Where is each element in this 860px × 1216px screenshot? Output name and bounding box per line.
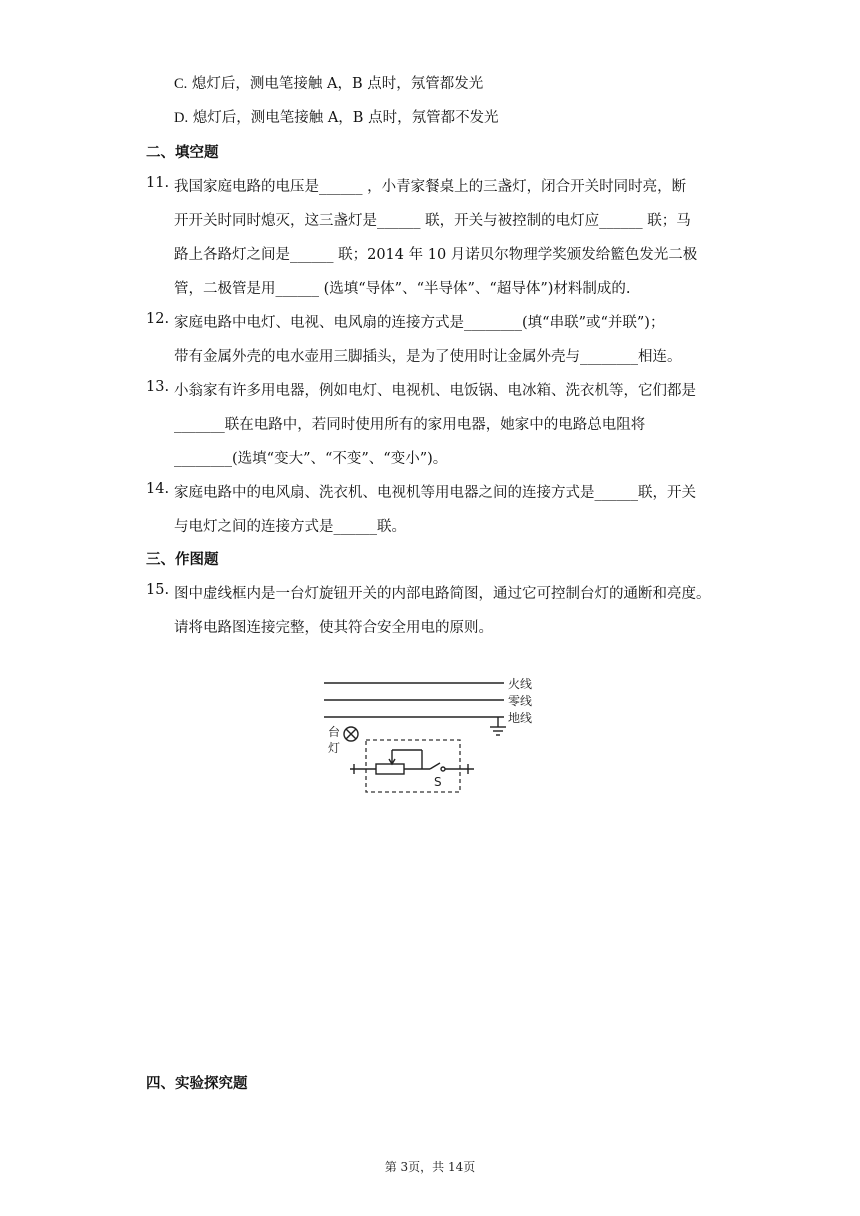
rheostat-slider	[389, 750, 422, 769]
question-11-line-1: 我国家庭电路的电压是______ ，小青家餐桌上的三盏灯，闭合开关时同时亮，断	[174, 179, 687, 195]
switch-dashed-box	[366, 740, 460, 792]
option-d-letter: D.	[174, 110, 189, 126]
option-c-letter: C.	[174, 76, 188, 92]
question-11-line-3: 路上各路灯之间是______ 联；2014 年 10 月诺贝尔物理学奖颁发给籃色发光二极	[174, 247, 698, 263]
question-number-12: 12.	[146, 311, 170, 327]
question-15-line-2: 请将电路图连接完整，使其符合安全用电的原则。	[174, 620, 493, 636]
lamp-label-top: 台	[328, 725, 341, 739]
option-d	[174, 106, 499, 127]
question-13-line-2: _______联在电路中，若同时使用所有的家用电器，她家中的电路总电阻将	[174, 417, 646, 433]
live-wire-label: 火线	[508, 677, 533, 691]
question-12-line-2: 带有金属外壳的电水壶用三脚插头，是为了使用时让金属外壳与________相连。	[174, 349, 682, 365]
neutral-wire-label: 零线	[508, 694, 533, 708]
question-11-line-2: 开开关时同时熄灭，这三盏灯是______ 联，开关与被控制的电灯应______ 联；马	[174, 213, 691, 229]
lamp-icon	[344, 727, 358, 741]
option-c-text: 熄灯后，测电笔接触 A，B 点时，氖管都发光	[191, 76, 484, 92]
section-heading-drawing: 三、作图题	[146, 552, 219, 568]
question-number-11: 11.	[146, 175, 170, 191]
option-d-text: 熄灯后，测电笔接触 A，B 点时，氖管都不发光	[192, 110, 499, 126]
question-11-line-4: 管，二极管是用______ (选填“导体”、“半导体”、“超导体”)材料制成的.	[174, 281, 631, 297]
section-heading-fill: 二、填空题	[146, 145, 219, 161]
question-14-line-1: 家庭电路中的电风扇、洗衣机、电视机等用电器之间的连接方式是______联，开关	[174, 485, 696, 501]
question-13-line-1: 小翁家有许多用电器，例如电灯、电视机、电饭锅、电冰箱、洗衣机等，它们都是	[174, 383, 696, 399]
question-number-13: 13.	[146, 379, 170, 395]
question-13-line-3: ________(选填“变大”、“不变”、“变小”)。	[174, 451, 448, 467]
question-number-15: 15.	[146, 582, 170, 598]
question-15-line-1: 图中虚线框内是一台灯旋钮开关的内部电路简图，通过它可控制台灯的通断和亮度。	[174, 586, 711, 602]
question-14-line-2: 与电灯之间的连接方式是______联。	[174, 519, 406, 535]
circuit-diagram	[318, 672, 548, 800]
option-c	[174, 72, 483, 93]
switch-label: S	[434, 775, 442, 789]
lamp-label-bottom: 灯	[328, 741, 341, 755]
switch-icon	[430, 763, 445, 771]
section-heading-experiment: 四、实验探究题	[146, 1076, 248, 1092]
ground-wire-label: 地线	[508, 711, 533, 725]
page-footer: 第 3页，共 14页	[384, 1160, 476, 1174]
question-12-line-1: 家庭电路中电灯、电视、电风扇的连接方式是________(填“串联”或“并联”)；	[174, 315, 665, 331]
question-number-14: 14.	[146, 481, 170, 497]
rheostat-icon	[376, 764, 404, 774]
ground-symbol	[490, 717, 506, 735]
